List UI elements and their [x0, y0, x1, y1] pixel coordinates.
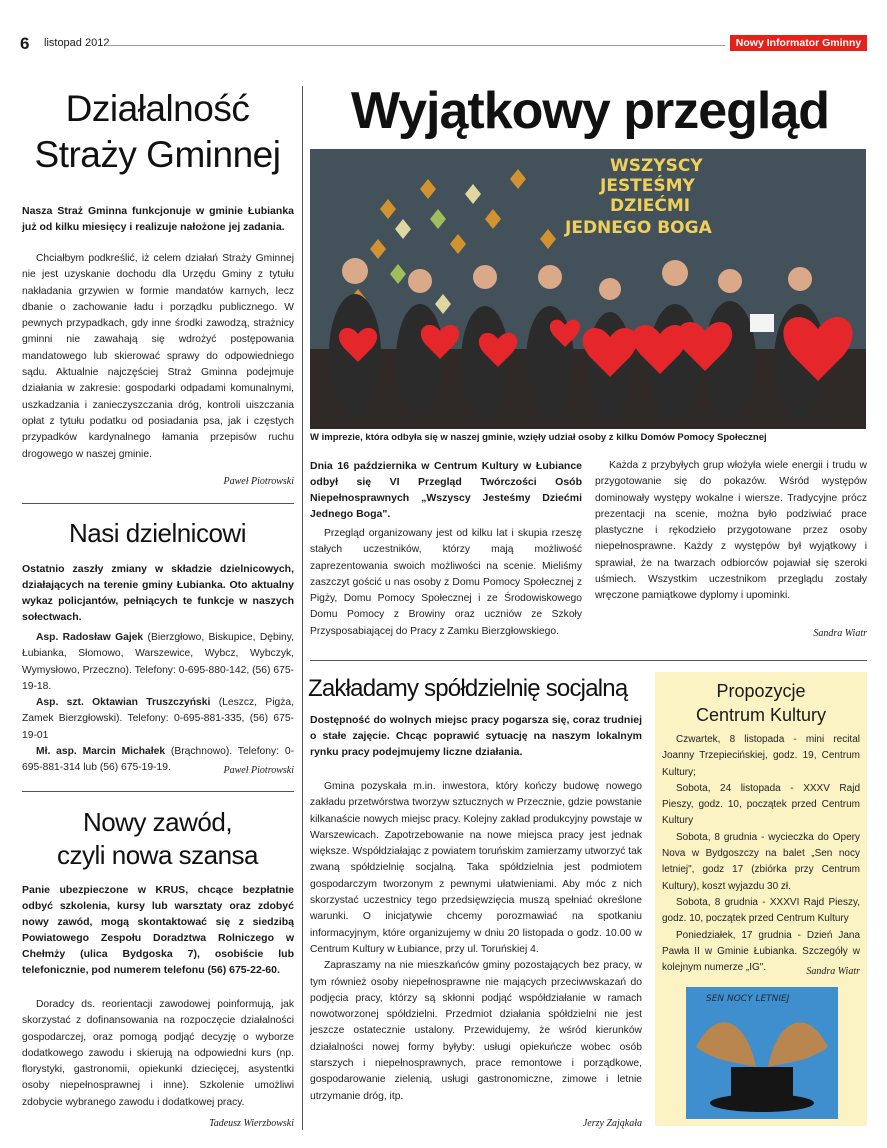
straz-lead: Nasza Straż Gminna funkcjonuje w gminie Łubianka już od kilku miesięcy i realizuje nałożone jej zadania.: [22, 205, 294, 233]
issue-date: listopad 2012: [44, 37, 110, 49]
zawod-body: [22, 997, 294, 1111]
section-divider: [310, 660, 867, 661]
officer-name: Asp. Radosław Gajek: [36, 632, 144, 643]
straz-title-line1: Działalność: [65, 88, 250, 129]
przeglad-lead: Dnia 16 października w Centrum Kultury w Łubiance odbył się VI Przegląd Twórczości Osób Niepełnosprawnych „Wszyscy Jesteśmy Dziećmi Jednego Boga".: [310, 460, 582, 520]
officer-details: (Bierzgłowo, Biskupice, Dębiny, Łubianka, Słomowo, Warszewice, Wybcz, Wybczyk, Wymysłowo, Przeczno). Telefony: 0-695-880-142, (56) 675-19-18.: [22, 632, 294, 692]
header-divider: [105, 45, 725, 46]
event-item: Poniedziałek, 17 grudnia - Dzień Jana Pawła II w Gminie Łubianka. Szczegóły w kolejnym numerze „IG".: [662, 929, 860, 974]
officer-details: (Leszcz, Pigża, Zamek Bierzgłowski). Telefony: 0-695-881-335, (56) 675-19-01: [22, 697, 295, 741]
przeglad-body-left: [310, 526, 582, 640]
event-item: Sobota, 8 grudnia - wycieczka do Opery Nova w Bydgoszczy na balet „Sen nocy letniej", godz 17 (zbiórka przy Centrum Kultury), koszt wyjazdu 30 zł.: [662, 831, 860, 892]
dzielnicowi-list: [22, 630, 294, 777]
banner-line3: DZIEĆMI: [610, 196, 691, 216]
officer-name: Asp. szt. Oktawian Truszczyński: [36, 697, 211, 709]
przeglad-author: Sandra Wiatr: [813, 628, 867, 639]
przeglad-paragraph: Każda z przybyłych grup włożyła wiele energii i trudu w przygotowanie się do pokazów. Wśród występów dominowały występy wokalne i wiersze. Tradycyjne prócz prezentacji na scenie, można było podziwiać prace plastyczne i rękodzieło przygotowane przez osoby niepełnosprawne. Każdy z występów był wyjątkowy i sprawiał, że na twarzach odbiorców pojawiał się szeroki uśmiech. Wszystkim uczestnikom przeglądu zostały wręczone pamiątkowe dyplomy i upominki.: [595, 460, 867, 602]
banner-line4: JEDNEGO BOGA: [565, 218, 712, 238]
przeglad-paragraph: Przegląd organizowany jest od kilku lat i skupia rzeszę stałych uczestników, którzy mają możliwość zaprezentowania swoich możliwości na scenie. Mieliśmy zaszczyt gościć u nas osoby z Domu Pomocy Społecznej z Pigży, Domu Pomocy Społecznej i ze Środowiskowego Domu Pomocy z Browiny oraz uczniów ze Szkoły Przysposabiającej do Pracy z Zamku Bierzgłowskiego.: [310, 528, 582, 637]
event-item: Sobota, 24 listopada - XXXV Rajd Pieszy, godz. 10, początek przed Centrum Kultury: [662, 782, 860, 827]
page-number: 6: [20, 34, 30, 53]
event-photo-illustration: [310, 149, 866, 429]
dzielnicowi-title: Nasi dzielnicowi: [69, 518, 246, 548]
spoldzielnia-lead: Dostępność do wolnych miejsc pracy pogarsza się, coraz trudniej o stałe zajęcie. Chcąc poprawić sytuację na naszym lokalnym rynku pracy podejmujemy liczne działania.: [310, 714, 642, 758]
przeglad-body-right: [595, 458, 867, 605]
straz-body: [22, 251, 294, 463]
spoldzielnia-paragraph: Gmina pozyskała m.in. inwestora, który kończy budowę nowego zakładu przetwórstwa tworzyw sztucznych w Przecznie, gdzie powstanie kilkanaście nowych miejsc pracy. Kolejny zakład produkcyjny powstaje w Warszewicach. Zapotrzebowanie na nowe miejsca pracy jest jednak większe. Współdziałając z powiatem toruńskim zamierzamy utworzyć tak zwaną spółdzielnię socjalną. Taka spółdzielnia jest podmiotem gospodarczym tworzonym z pewnymi ułatwieniami. Aby móc z nich skorzystać uczestnicy tego przedsięwzięcia muszą spełniać określone warunki. O inicjatywie chcemy porozmawiać na spotkaniu informacyjnym, które organizujemy w dniu 20 listopada o godz. 10.00 w Centrum Kultury w Łubiance, przy ul. Toruńskiej 4.: [310, 781, 642, 955]
spoldzielnia-paragraph: Zapraszamy na nie mieszkańców gminy pozostających bez pracy, w tym również osoby niepełnosprawne nie mających przeciwwskazań do podjęcia pracy, którzy są skłonni podjąć współdziałanie w ramach nowotworzonej spółdzielni. Przedmiot działania spółdzielni nie jest jeszcze ostatecznie ustalony. Przewidujemy, że wśród kierunków działalności nowej formy byłyby: usługi opiekuńcze wobec osób starszych i niepełnosprawnych, prace remontowe i porządkowe, gospodarowanie zielenią, usługi gastronomiczne, zimowe i letnie utrzymanie dróg, itp.: [310, 960, 642, 1102]
officer-name: Mł. asp. Marcin Michałek: [36, 746, 166, 758]
poster-text: SEN NOCY LETNIEJ: [706, 994, 790, 1004]
officer-details: (Brąchnowo). Telefony: 0-695-881-314 lub (56) 675-19-19.: [22, 746, 295, 774]
ballet-poster: [686, 987, 838, 1119]
straz-title: [20, 86, 295, 178]
zawod-title: [20, 806, 295, 872]
dzielnicowi-author: Paweł Piotrowski: [223, 765, 294, 776]
centrum-title: [655, 679, 867, 727]
straz-paragraph: Chciałbym podkreślić, iż celem działań Straży Gminnej nie jest uzyskanie dochodu dla Urzędu Gminy z tytułu nakładania grzywien w formie mandatów karnych, lecz dbanie o zachowanie ładu i porządku publicznego. W pewnych przypadkach, gdy inne środki zawodzą, strażnicy gminni nie zawahają się wdrożyć postępowania mandatowego lub skierować sprawy do odpowiedniego sądu. Aktualnie najczęściej Straż Gminna podejmuje działania w zakresie: gospodarki odpadami komunalnymi, uszkadzania i zanieczyszczania dróg, kontroli uiszczania opłat z tytułu podatku od posiadania psa, jak i częstych przypadków kardynalnego łamania przepisów ruchu drogowego w naszej gminie.: [22, 253, 294, 460]
zawod-title-line1: Nowy zawód,: [82, 807, 233, 837]
event-photo: [310, 149, 866, 429]
spoldzielnia-title: Zakładamy spółdzielnię socjalną: [308, 675, 628, 702]
publication-tag: Nowy Informator Gminny: [730, 35, 867, 51]
zawod-author: Tadeusz Wierzbowski: [209, 1118, 294, 1129]
centrum-author: Sandra Wiatr: [806, 966, 860, 977]
event-item: Sobota, 8 grudnia - XXXVI Rajd Pieszy, godz. 10, początek przed Centrum Kultury: [662, 896, 860, 925]
event-item: Czwartek, 8 listopada - mini recital Joanny Trzepiecińskiej, godz. 19, Centrum Kultury;: [662, 734, 860, 778]
section-divider: [22, 791, 294, 792]
centrum-title-line1: Propozycje: [716, 681, 806, 701]
centrum-events: [662, 732, 860, 976]
column-divider: [302, 86, 303, 1130]
section-divider: [22, 503, 294, 504]
centrum-title-line2: Centrum Kultury: [695, 705, 827, 725]
straz-title-line2: Straży Gminnej: [34, 134, 281, 175]
straz-author: Paweł Piotrowski: [223, 476, 294, 487]
poster-illustration: [686, 987, 838, 1119]
photo-caption: W imprezie, która odbyła się w naszej gminie, wzięły udział osoby z kilku Domów Pomocy Społecznej: [310, 432, 767, 443]
spoldzielnia-body: [310, 779, 642, 1105]
dzielnicowi-lead: Ostatnio zaszły zmiany w składzie dzielnicowych, działających na terenie gminy Łubianka. Oto aktualny wykaz policjantów, pełniących te funkcje w naszych sołectwach.: [22, 563, 294, 623]
banner-line2: JESTEŚMY: [600, 176, 695, 196]
zawod-title-line2: czyli nowa szansa: [56, 840, 259, 870]
officer-entry: [22, 630, 294, 695]
banner-line1: WSZYSCY: [610, 156, 703, 176]
przeglad-title: Wyjątkowy przegląd: [350, 82, 830, 140]
zawod-lead: Panie ubezpieczone w KRUS, chcące bezpłatnie odbyć szkolenia, kursy lub warsztaty oraz zdobyć nowy zawód, mogą skontaktować się z siedzibą Powiatowego Zespołu Doradztwa Rolniczego w Chełmży (ulica Bydgoska 7), osobiście lub telefonicznie, pod numerem telefonu (56) 675-22-60.: [22, 884, 294, 976]
spoldzielnia-author: Jerzy Zająkała: [582, 1118, 642, 1129]
officer-entry: [22, 695, 294, 744]
zawod-paragraph: Doradcy ds. reorientacji zawodowej poinformują, jak skorzystać z dofinansowania na rozpoczęcie działalności gospodarczej, oraz pomogą podjąć decyzję o wyborze dodatkowego zawodu i skierują na odpowiedni kurs (np. florystyki, gastronomii, opiekunki dziecięcej, asystentki osoby niepełnosprawnej i inne). Szkolenie umożliwi zdobycie wybranego zawodu i dodatkowej pracy.: [22, 999, 294, 1108]
